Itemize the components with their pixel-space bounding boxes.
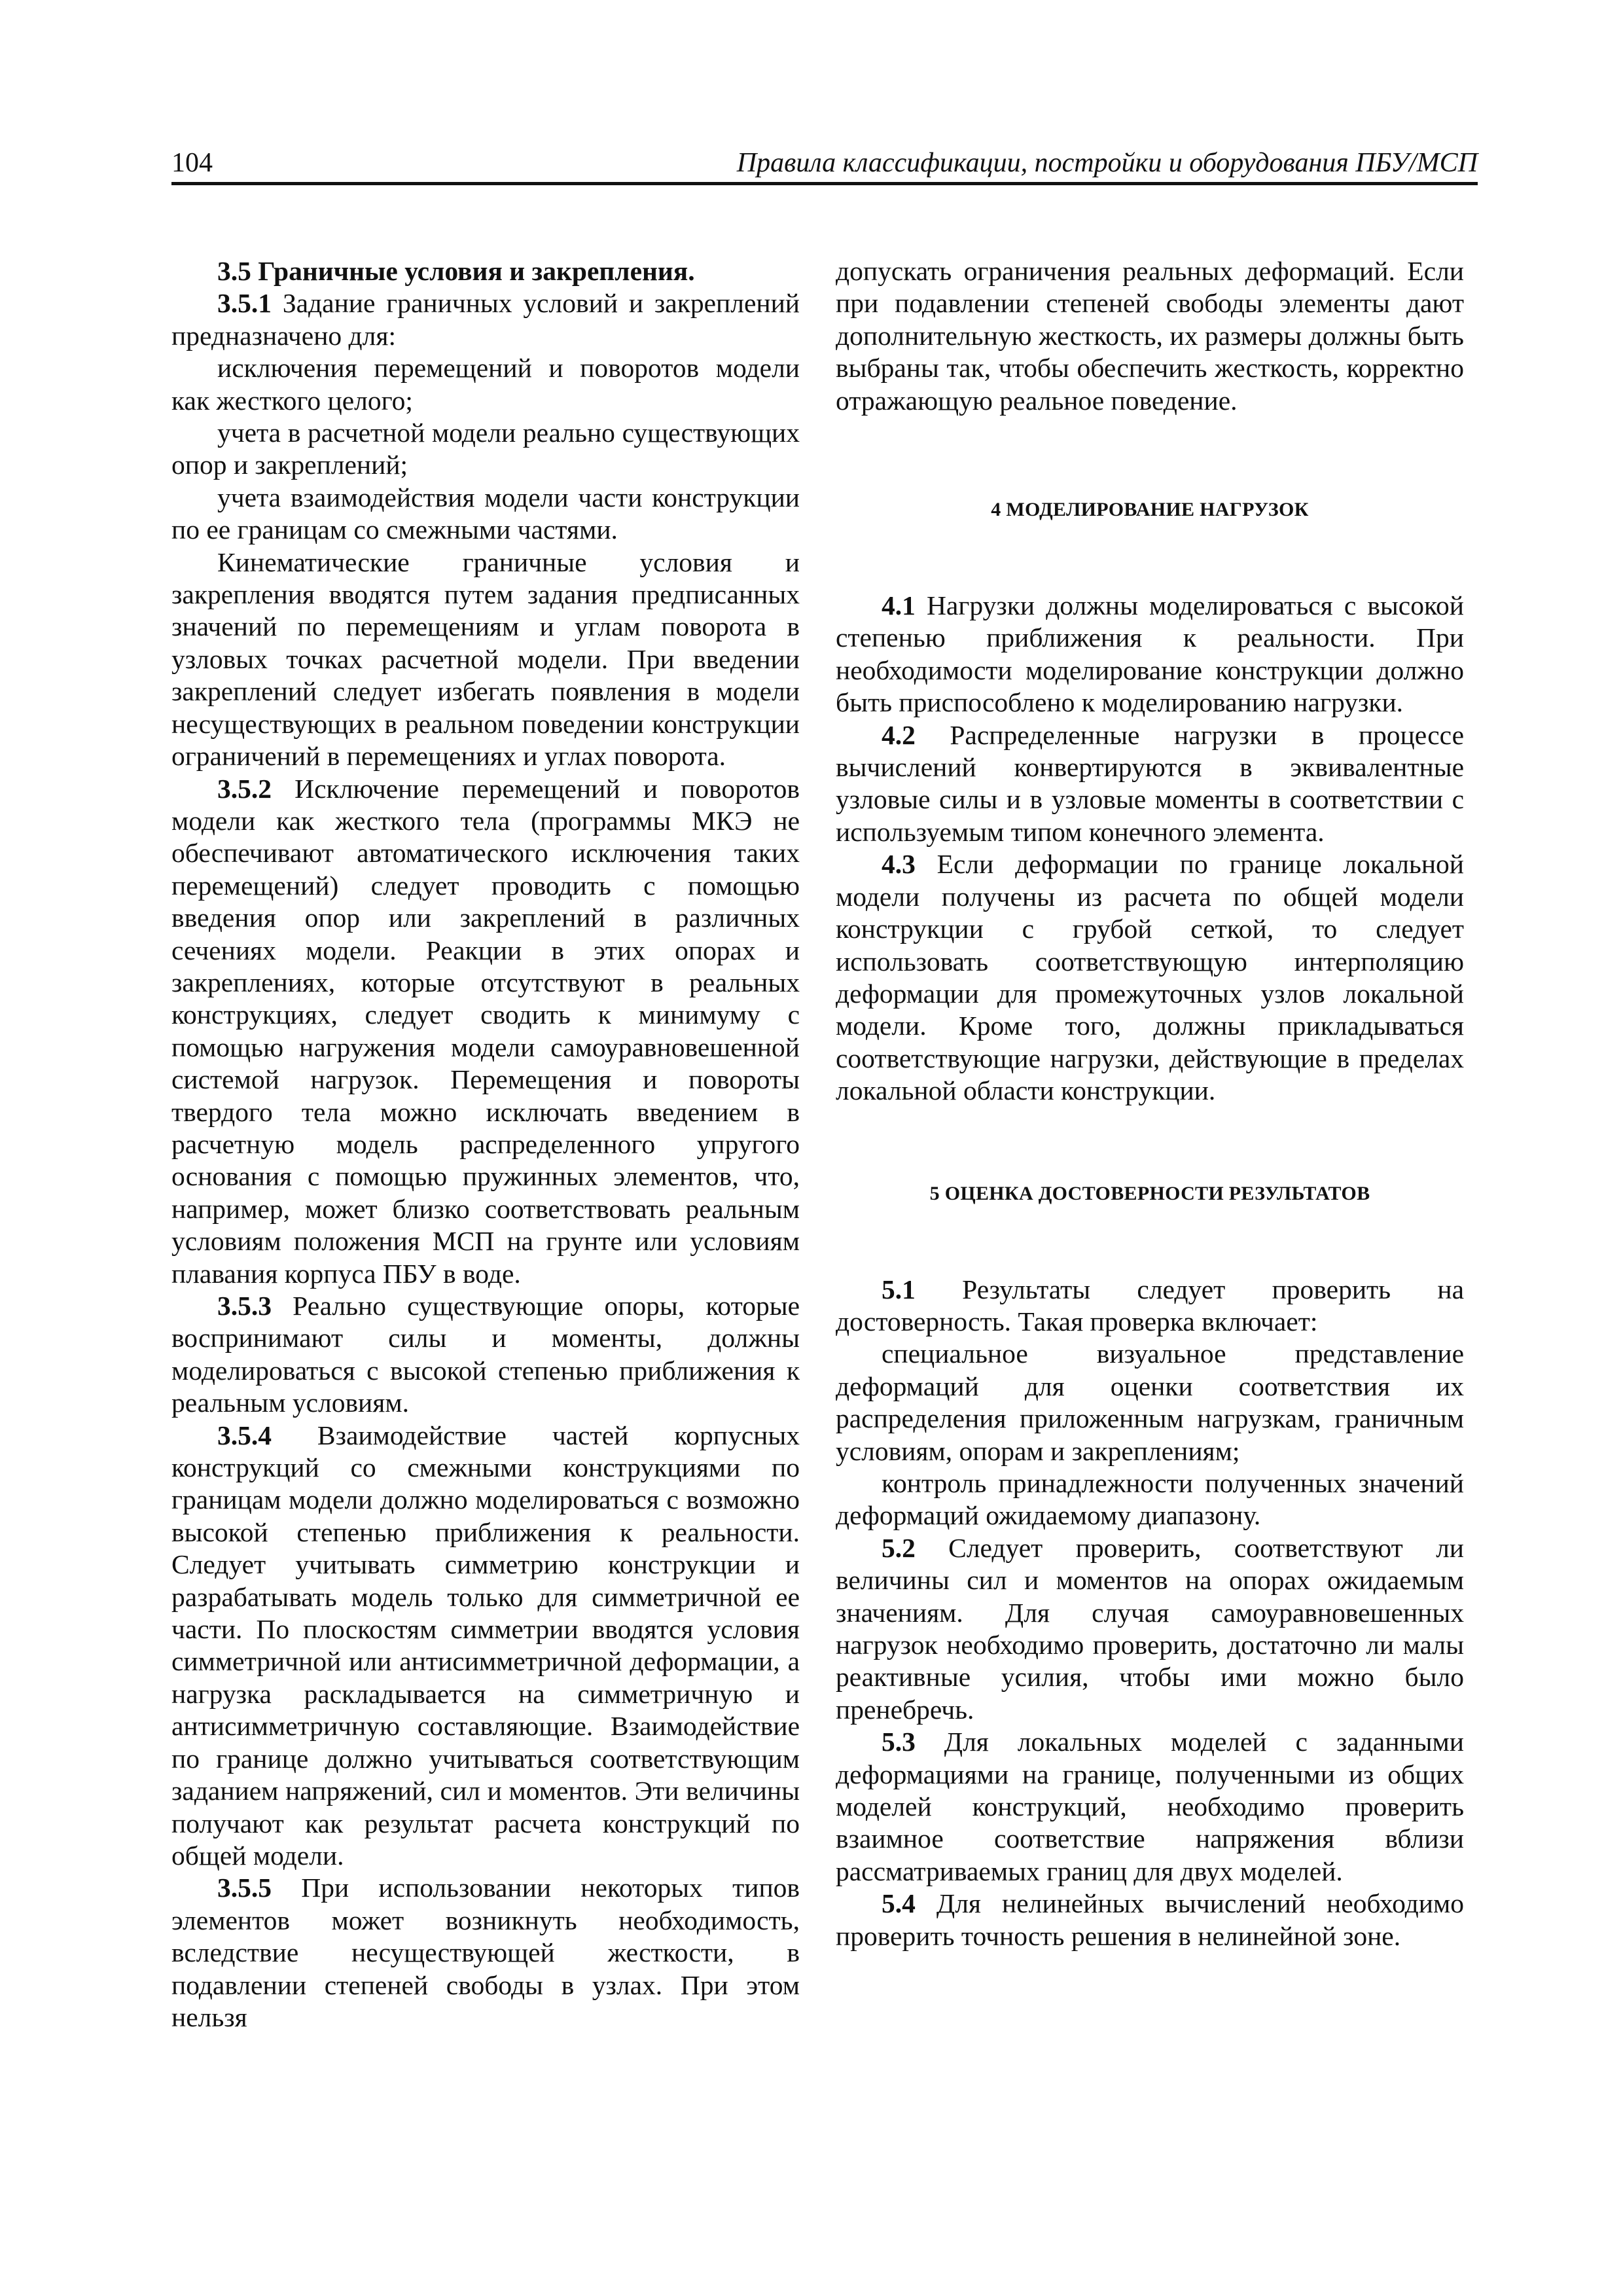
section-4-title: 4 МОДЕЛИРОВАНИЕ НАГРУЗОК xyxy=(991,499,1309,521)
right-column xyxy=(836,255,1464,1952)
paragraph-kinematic: Кинематические граничные условия и закрепления вводятся путем задания предписанных значений по перемещениям и углам поворота в узловых точках расчетной модели. При введении закреплений следует избегать появления в модели несуществующих в реальном поведении конструкции ограничений в перемещениях и углах поворота. xyxy=(171,547,800,772)
clause-text: При использовании некоторых типов элементов может возникнуть необходимость, вследствие несуществующей жесткости, в подавлении степеней свободы в узлах. При этом нельзя xyxy=(171,1873,800,2032)
clause-number: 4.1 xyxy=(882,590,916,621)
clause-number: 3.5.1 xyxy=(217,288,272,319)
paragraph-3-5-2 xyxy=(171,773,800,1291)
clause-number: 3.5.5 xyxy=(217,1873,272,1903)
clause-text: Для локальных моделей с заданными деформациями на границе, полученными из общих моделей конструкций, необходимо проверить взаимное соответствие напряжения вблизи рассматриваемых границ для двух моделей. xyxy=(836,1727,1464,1886)
clause-text: Результаты следует проверить на достоверность. Такая проверка включает: xyxy=(836,1274,1465,1336)
clause-text: Реально существующие опоры, которые воспринимают силы и моменты, должны моделироваться с высокой степенью приближения к реальным условиям. xyxy=(171,1291,800,1418)
paragraph-5-4 xyxy=(836,1888,1464,1952)
clause-number: 3.5.3 xyxy=(217,1291,272,1321)
list-item: учета в расчетной модели реально существующих опор и закреплений; xyxy=(171,418,800,480)
paragraph-4-1 xyxy=(836,590,1464,719)
paragraph-continuation: допускать ограничения реальных деформаций. Если при подавлении степеней свободы элементы дают дополнительную жесткость, их размеры должны быть выбраны так, чтобы обеспечить жесткость, корректно отражающую реальное поведение. xyxy=(836,256,1464,416)
clause-text: Взаимодействие частей корпусных конструкций со смежными конструкциями по границам модели должно моделироваться с возможно высокой степенью приближения к реальности. Следует учитывать симметрию конструкции и разрабатывать модель только для симметричной ее части. По плоскостям симметрии вводятся условия симметричной или антисимметричной деформации, а нагрузка раскладывается на симметричную и антисимметричную составляющие. Взаимодействие по границе должно учитываться соответствующим заданием напряжений, сил и моментов. Эти величины получают как результат расчета конструкций по общей модели. xyxy=(171,1420,800,1871)
paragraph-5-3 xyxy=(836,1726,1464,1888)
page-header xyxy=(171,145,1478,185)
clause-number: 4.2 xyxy=(882,719,916,750)
paragraph-3-5-1 xyxy=(171,287,800,352)
paragraph-5-2 xyxy=(836,1532,1464,1726)
clause-text: Распределенные нагрузки в процессе вычислений конвертируются в эквивалентные узловые силы и в узловые моменты в соответствии с используемым типом конечного элемента. xyxy=(836,719,1464,847)
list-item: специальное визуальное представление деформаций для оценки соответствия их распределения приложенным нагрузкам, граничным условиям, опорам и закреплениям; xyxy=(836,1338,1464,1466)
list-item: учета взаимодействия модели части конструкции по ее границам со смежными частями. xyxy=(171,482,800,545)
paragraph-4-2 xyxy=(836,719,1464,849)
clause-number: 3.5.4 xyxy=(217,1420,272,1450)
paragraph-3-5-3 xyxy=(171,1290,800,1420)
clause-number: 5.4 xyxy=(882,1888,916,1919)
clause-number: 5.2 xyxy=(882,1532,916,1563)
paragraph-3-5-4 xyxy=(171,1420,800,1873)
paragraph-5-1 xyxy=(836,1274,1464,1338)
list-item: исключения перемещений и поворотов модели как жесткого целого; xyxy=(171,353,800,416)
running-title: Правила классификации, постройки и оборудования ПБУ/МСП xyxy=(736,148,1478,178)
clause-text: Нагрузки должны моделироваться с высокой степенью приближения к реальности. При необходимости моделирование конструкции должно быть приспособлено к моделированию нагрузки. xyxy=(836,590,1464,718)
page-number: 104 xyxy=(171,148,213,178)
clause-number: 5.3 xyxy=(882,1727,916,1757)
clause-number: 5.1 xyxy=(882,1274,916,1304)
section-5-title: 5 ОЦЕНКА ДОСТОВЕРНОСТИ РЕЗУЛЬТАТОВ xyxy=(929,1182,1370,1204)
clause-text: Исключение перемещений и поворотов модели как жесткого тела (программы МКЭ не обеспечивают автоматического исключения таких перемещений) следует проводить с помощью введения опор или закреплений в различных сечениях модели. Реакции в этих опорах и закреплениях, которые отсутствуют в реальных конструкциях, следует сводить к минимуму с помощью нагружения модели самоуравновешенной системой нагрузок. Перемещения и повороты твердого тела можно исключать введением в расчетную модель распределенного упругого основания с помощью пружинных элементов, что, например, может близко соответствовать реальным условиям положения МСП на грунте или условиям плавания корпуса ПБУ в воде. xyxy=(171,773,800,1289)
clause-number: 4.3 xyxy=(882,849,916,880)
clause-text: Задание граничных условий и закреплений предназначено для: xyxy=(171,288,800,351)
clause-text: Для нелинейных вычислений необходимо проверить точность решения в нелинейной зоне. xyxy=(836,1888,1465,1951)
heading-3-5: 3.5 Граничные условия и закрепления. xyxy=(217,256,695,286)
clause-text: Если деформации по границе локальной модели получены из расчета по общей модели конструкции с грубой сеткой, то следует использовать соответствующую интерполяцию деформации для промежуточных узлов локальной модели. Кроме того, должны прикладываться соответствующие нагрузки, действующие в пределах локальной области конструкции. xyxy=(836,849,1464,1106)
left-column xyxy=(171,255,800,2034)
clause-number: 3.5.2 xyxy=(217,773,272,804)
clause-text: Следует проверить, соответствуют ли величины сил и моментов на опорах ожидаемым значениям. Для случая самоуравновешенных нагрузок необходимо проверить, достаточно ли малы реактивные усилия, чтобы ими можно было пренебречь. xyxy=(836,1532,1464,1725)
paragraph-3-5-5 xyxy=(171,1872,800,2034)
list-item: контроль принадлежности полученных значений деформаций ожидаемому диапазону. xyxy=(836,1467,1464,1531)
paragraph-4-3 xyxy=(836,848,1464,1107)
